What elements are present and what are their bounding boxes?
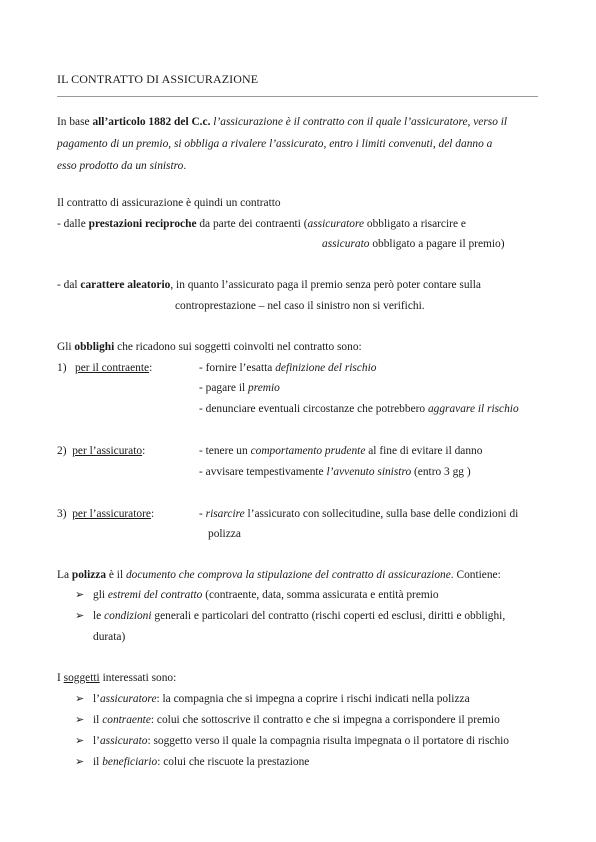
label-contraente: per il contraente <box>75 362 150 374</box>
assicuratore-duty-1 <box>199 508 518 522</box>
sb2-pre: il <box>93 714 103 726</box>
obl-pre: Gli <box>57 341 75 353</box>
sb4-italic: beneficiario <box>102 756 158 768</box>
c3-italic: aggravare il rischio <box>427 403 519 415</box>
intro-pre: In base <box>57 116 93 128</box>
p1-italic-2: assicurato <box>322 238 370 250</box>
colon-2: : <box>142 445 146 457</box>
contract-point-2 <box>57 279 481 293</box>
obligation-assicuratore-label <box>57 508 154 522</box>
p1-end: obbligato a risarcire e <box>364 218 466 230</box>
intro-line-3 <box>57 160 186 174</box>
arrow-bullet-icon: ➢ <box>75 714 85 726</box>
assicuratore-duty-1-cont: polizza <box>208 528 241 540</box>
intro-article: all’articolo 1882 del C.c. <box>92 116 211 128</box>
c2-italic: premio <box>248 382 280 394</box>
pb2-italic: condizioni <box>104 610 152 622</box>
soggetti-lead <box>57 672 176 686</box>
a1-end: al fine di evitare il danno <box>365 445 483 457</box>
obl-end: che ricadono sui soggetti coinvolti nel contratto sono: <box>114 341 362 353</box>
p2-bold: carattere aleatorio <box>80 279 171 291</box>
sb2-italic: contraente <box>102 714 151 726</box>
contract-lead: Il contratto di assicurazione è quindi un contratto <box>57 197 281 209</box>
sog-end: interessati sono: <box>99 672 177 684</box>
obligation-contraente-label <box>57 362 152 376</box>
polizza-item-2-cont: durata) <box>93 631 126 643</box>
arrow-bullet-icon: ➢ <box>75 756 85 768</box>
pb1-end: (contraente, data, somma assicurata e entità premio <box>202 589 439 601</box>
a1-pre: - tenere un <box>199 445 251 457</box>
pol-end: . Contiene: <box>450 569 501 581</box>
a2-end: (entro 3 gg ) <box>411 466 471 478</box>
soggetto-item-4 <box>93 756 309 770</box>
c2-pre: - pagare il <box>199 382 249 394</box>
sb3-end: : soggetto verso il quale la compagnia risulta impegnata o il portatore di rischio <box>147 735 509 747</box>
p2-pre: - dal <box>57 279 81 291</box>
p1-bold: prestazioni reciproche <box>88 218 197 230</box>
soggetto-item-1 <box>93 693 470 707</box>
s1-italic: risarcire <box>205 508 245 520</box>
polizza-lead <box>57 569 501 583</box>
a2-italic: l’avvenuto sinistro <box>326 466 412 478</box>
polizza-item-1 <box>93 589 439 603</box>
p1-pre: - dalle <box>57 218 89 230</box>
arrow-bullet-icon: ➢ <box>75 735 85 747</box>
a2-pre: - avvisare tempestivamente <box>199 466 327 478</box>
intro-line-1 <box>57 116 507 130</box>
contraente-duty-1 <box>199 362 376 376</box>
pb1-italic: estremi del contratto <box>107 589 203 601</box>
num-3: 3) <box>57 508 67 520</box>
s1-pre: - <box>199 508 206 520</box>
pb1-pre: gli <box>93 589 108 601</box>
arrow-bullet-icon: ➢ <box>75 610 85 622</box>
sb1-end: : la compagnia che si impegna a coprire i rischi indicati nella polizza <box>156 693 470 705</box>
assicurato-duty-1 <box>199 445 482 459</box>
contract-point-1-cont <box>322 238 505 252</box>
intro-definition-1: l’assicurazione è il contratto con il quale l’assicuratore, verso il <box>210 116 508 128</box>
sb4-end: : colui che riscuote la prestazione <box>157 756 310 768</box>
sb1-pre: l’ <box>93 693 100 705</box>
intro-end: . <box>183 160 187 172</box>
intro-definition-3: esso prodotto da un sinistro <box>57 160 184 172</box>
sb1-italic: assicuratore <box>99 693 157 705</box>
pol-pre: La <box>57 569 72 581</box>
obligation-assicurato-label <box>57 445 145 459</box>
s1-end: l’assicurato con sollecitudine, sulla base delle condizioni di <box>244 508 519 520</box>
polizza-item-2 <box>93 610 505 624</box>
sb2-end: : colui che sottoscrive il contratto e che si impegna a corrispondere il premio <box>150 714 500 726</box>
soggetto-item-3 <box>93 735 509 749</box>
title-divider <box>57 96 538 97</box>
pol-italic: documento che comprova la stipulazione del contratto di assicurazione <box>125 569 451 581</box>
obligations-lead <box>57 341 362 355</box>
c1-pre: - fornire l’esatta <box>199 362 276 374</box>
arrow-bullet-icon: ➢ <box>75 589 85 601</box>
c1-italic: definizione del rischio <box>275 362 377 374</box>
contract-point-2-cont: controprestazione – nel caso il sinistro non si verifichi. <box>175 300 425 312</box>
contraente-duty-2 <box>199 382 280 396</box>
page-title: IL CONTRATTO DI ASSICURAZIONE <box>57 72 259 86</box>
pol-bold: polizza <box>71 569 107 581</box>
sb3-pre: l’ <box>93 735 100 747</box>
num-2: 2) <box>57 445 67 457</box>
contraente-duty-3 <box>199 403 519 417</box>
obl-bold: obblighi <box>74 341 115 353</box>
colon-1: : <box>149 362 153 374</box>
p2-end: , in quanto l’assicurato paga il premio senza però poter contare sulla <box>170 279 481 291</box>
colon-3: : <box>150 508 155 520</box>
p1-italic-1: assicuratore <box>307 218 365 230</box>
a1-italic: comportamento prudente <box>250 445 366 457</box>
label-assicurato: per l’assicurato <box>72 445 143 457</box>
arrow-bullet-icon: ➢ <box>75 693 85 705</box>
p1-mid: da parte dei contraenti ( <box>196 218 308 230</box>
label-assicuratore: per l’assicuratore <box>72 508 151 520</box>
pol-mid: è il <box>106 569 126 581</box>
pb2-end: generali e particolari del contratto (rischi coperti ed esclusi, diritti e obblighi, <box>151 610 506 622</box>
pb2-pre: le <box>93 610 105 622</box>
num-1: 1) <box>57 362 67 374</box>
contract-point-1 <box>57 218 466 232</box>
sog-underlined: soggetti <box>63 672 100 684</box>
soggetto-item-2 <box>93 714 500 728</box>
p1-end-2: obbligato a pagare il premio) <box>369 238 505 250</box>
assicurato-duty-2 <box>199 466 471 480</box>
intro-line-2: pagamento di un premio, si obbliga a rivalere l’assicurato, entro i limiti convenuti, del danno a <box>57 138 493 150</box>
sb3-italic: assicurato <box>99 735 148 747</box>
c3-pre: - denunciare eventuali circostanze che potrebbero <box>199 403 428 415</box>
sog-pre: I <box>57 672 64 684</box>
sb4-pre: il <box>93 756 103 768</box>
